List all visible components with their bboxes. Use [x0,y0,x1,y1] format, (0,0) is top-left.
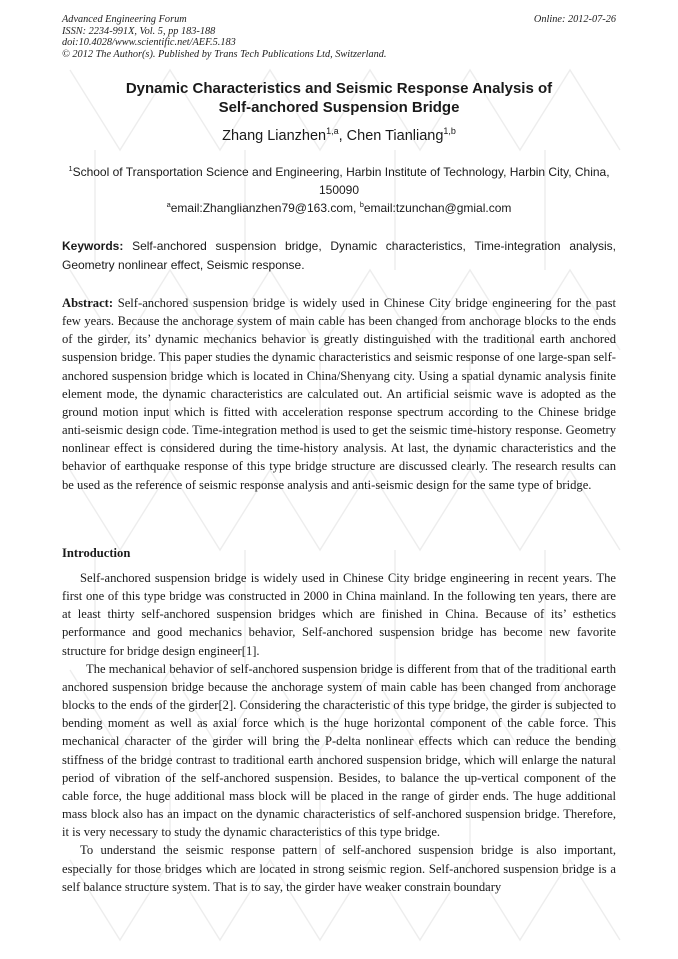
abstract-text: Self-anchored suspension bridge is widely used in Chinese City bridge engineering for the past few years. Because the anchorage system of main cable has been changed from anchorage blocks to the ends of the girder, its’ dynamic mechanics behavior is greatly distinguished with the traditional earth anchored suspension bridge. This paper studies the dynamic characteristics and seismic response of one large-span self-anchored suspension bridge which is located in China/Shenyang city. Using a spatial dynamic analysis finite element mode, the dynamic characteristics are calculated out. An artificial seismic wave is adopted as the ground motion input which is fitted with acceleration response spectrum according to the Chinese bridge anti-seismic design code. Time-integration method is used to get the seismic time-history response. Geometry nonlinear effect is considered during the time-history analysis. At last, the dynamic characteristics and the behavior of earthquake response of this type bridge structure are discussed clearly. The research results can be used as the reference of seismic response analysis and anti-seismic design for the same type of bridge. [62,296,616,492]
affiliation [62,163,616,199]
paragraph: The mechanical behavior of self-anchored suspension bridge is different from that of the traditional earth anchored suspension bridge because the anchorage system of main cable has been changed from anchorage blocks to the ends of the girder[2]. Considering the characteristic of this type bridge, the girder is subjected to bending moment as well as axial force which is the huge horizontal component of the cable force. This mechanical character of the girder will bring the P-delta nonlinear effects which can reduce the bending stiffness of the bridge contrast to traditional earth anchored suspension bridge, which will enlarge the natural period of vibration of the self-anchored suspension. Besides, to balance the up-vertical component of the cable force, the huge additional mass block will be placed in the range of girder ends. The huge additional mass block also has an impact on the dynamic characteristics of self-anchored suspension bridge. Therefore, it is very necessary to study the dynamic characteristics of this type bridge. [62,661,616,840]
email-b: email:tzunchan@gmial.com [363,201,512,215]
email-mark: b [359,200,364,209]
section-heading: Introduction [62,546,131,560]
keywords-block [62,237,616,275]
copyright-line: © 2012 The Author(s). Published by Trans Tech Publications Ltd, Switzerland. [62,48,387,60]
abstract-label: Abstract: [62,296,114,310]
affiliation-block [62,163,616,217]
author-list [62,128,616,144]
abstract-block [62,294,616,494]
email-line [62,199,616,217]
paper-title [62,80,616,117]
introduction-body [62,569,616,896]
author-separator: , [338,128,347,144]
title-line-2: Self-anchored Suspension Bridge [218,98,460,116]
online-date: Online: 2012-07-26 [533,14,616,25]
doi-line: doi:10.4028/www.scientific.net/AEF.5.183 [62,37,236,48]
email-mark: a [166,200,171,209]
author-name: Chen Tianliang [346,128,444,144]
affiliation-mark: 1 [68,164,73,173]
title-line-1: Dynamic Characteristics and Seismic Response Analysis of [125,80,553,97]
keywords-text: Self-anchored suspension bridge, Dynamic characteristics, Time-integration analysis, Geometry nonlinear effect, Seismic response. [62,239,616,272]
author-name: Zhang Lianzhen [222,128,327,144]
author-affiliation-mark: 1,a [326,126,339,137]
affiliation-text: School of Transportation Science and Engineering, Harbin Institute of Technology, Harbin City, China, 150090 [72,165,610,197]
journal-header [62,14,616,60]
paragraph: Self-anchored suspension bridge is widely used in Chinese City bridge engineering in recent years. The first one of this type bridge was constructed in 2000 in China mainland. In the following ten years, there are at least thirty self-anchored suspension bridges which are finished in China. Because of its’ esthetics performance and good mechanics behavior, Self-anchored suspension bridge has become new favorite structure for bridge design engineer[1]. [62,571,616,658]
keywords-label: Keywords: [62,239,124,253]
paragraph: To understand the seismic response pattern of self-anchored suspension bridge is also important, especially for those bridges which are located in strong seismic region. Self-anchored suspension bridge is a self balance structure system. That is to say, the girder have weaker constrain boundary [62,843,616,894]
journal-name: Advanced Engineering Forum [62,14,187,25]
email-a: email:Zhanglianzhen79@163.com, [170,201,360,215]
author-affiliation-mark: 1,b [443,126,456,137]
issn-line: ISSN: 2234-991X, Vol. 5, pp 183-188 [62,25,216,37]
